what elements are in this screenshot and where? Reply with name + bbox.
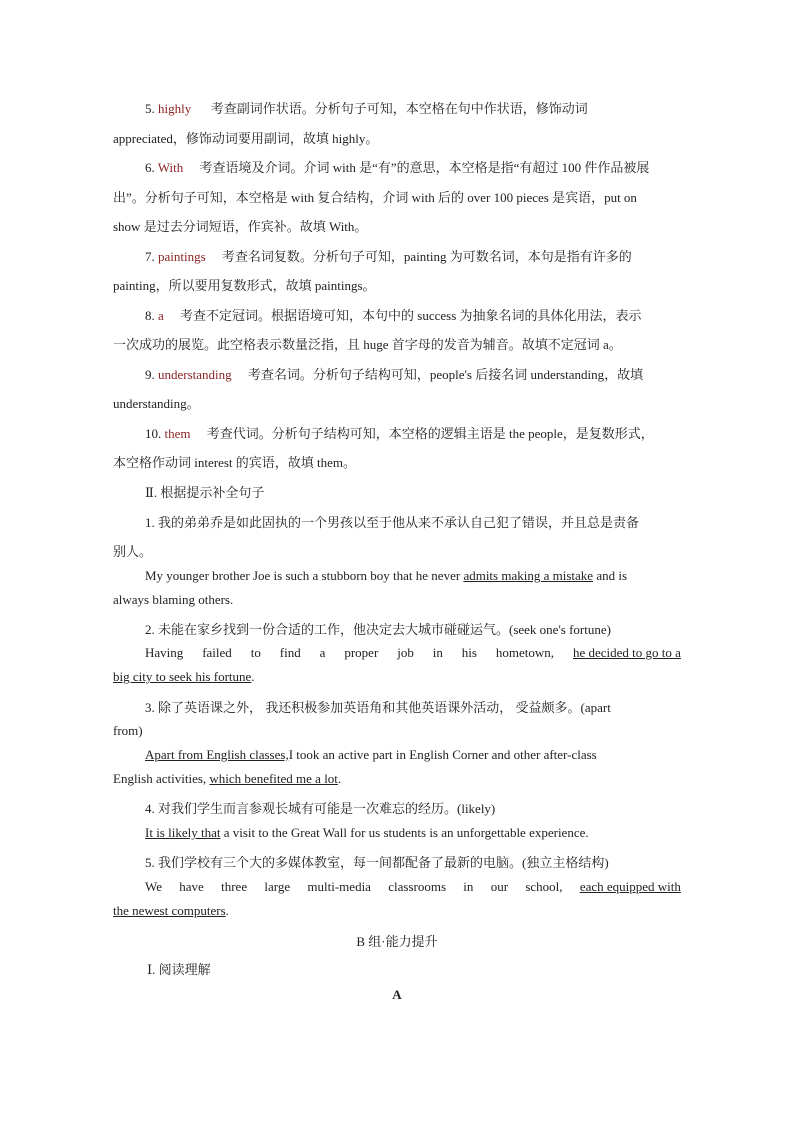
word: failed: [202, 645, 232, 660]
question-3-english: [113, 747, 681, 763]
word: have: [179, 879, 204, 894]
filled-answer: admits making a mistake: [463, 568, 594, 583]
explanation-cont: show 是过去分词短语，作宾补。故填 With。: [113, 219, 368, 234]
word: three: [221, 879, 248, 894]
question-5-english: [113, 879, 681, 895]
item-number: 10.: [145, 426, 162, 441]
item-number: 7.: [145, 249, 155, 264]
sentence-text: My younger brother Joe is such a stubborn boy that he never: [145, 568, 464, 583]
sentence-text: I took an active part in English Corner and other after-class: [288, 747, 597, 762]
word: proper: [344, 645, 379, 660]
explanation-cont: painting，所以要用复数形式，故填 paintings。: [113, 278, 376, 293]
explanation-cont: understanding。: [113, 396, 200, 411]
question-1-chinese: 1. 我的弟弟乔是如此固执的一个男孩以至于他从来不承认自己犯了错误，并且总是责备: [145, 515, 640, 530]
explanation-cont: 本空格作动词 interest 的宾语，故填 them。: [113, 455, 357, 470]
word: Having: [145, 645, 184, 660]
question-3-chinese: 3. 除了英语课之外， 我还积极参加英语角和其他英语课外活动， 受益颇多。(apart: [145, 700, 611, 715]
answer-word: paintings: [158, 249, 206, 264]
word: his: [461, 645, 477, 660]
word: multi-media: [307, 879, 371, 894]
explanation: 考查副词作状语。分析句子可知，本空格在句中作状语，修饰动词: [210, 101, 588, 116]
word: in: [463, 879, 474, 894]
word: find: [279, 645, 301, 660]
explanation: 考查不定冠词。根据语境可知，本句中的 success 为抽象名词的具体化用法，表示: [180, 308, 642, 323]
item-number: 9.: [145, 367, 155, 382]
sentence-text: a visit to the Great Wall for us students is an unforgettable experience.: [220, 825, 589, 840]
filled-answer: Apart from English classes,: [145, 747, 289, 762]
sentence-text: .: [251, 669, 255, 684]
explanation: 考查语境及介词。介词 with 是“有”的意思，本空格是指“有超过 100 件作品被展: [199, 160, 650, 175]
word: a: [319, 645, 326, 660]
question-1-english-cont: always blaming others.: [113, 592, 234, 607]
explanation: 考查代词。分析句子结构可知，本空格的逻辑主语是 the people，是复数形式，: [206, 426, 654, 441]
sentence-text: English activities,: [113, 771, 210, 786]
answer-item-10: [113, 423, 681, 442]
answer-word: a: [158, 308, 164, 323]
question-2-english-cont: [113, 669, 681, 685]
passage-label: A: [392, 987, 402, 1002]
item-number: 5.: [145, 101, 155, 116]
explanation-cont: 一次成功的展览。此空格表示数量泛指，且 huge 首字母的发音为辅音。故填不定冠词 a。: [113, 337, 622, 352]
filled-answer: It is likely that: [145, 825, 221, 840]
answer-word: understanding: [158, 367, 232, 382]
explanation: 考查名词复数。分析句子可知，painting 为可数名词，本句是指有许多的: [221, 249, 632, 264]
answer-item-8: [113, 305, 681, 324]
word: job: [397, 645, 414, 660]
question-2-english: [113, 645, 681, 661]
answer-item-7: [113, 246, 681, 265]
question-3-chinese-cont: from): [113, 723, 143, 738]
explanation-cont: appreciated，修饰动词要用副词，故填 highly。: [113, 131, 379, 146]
question-4-chinese: 4. 对我们学生而言参观长城有可能是一次难忘的经历。(likely): [145, 801, 496, 816]
word: hometown,: [495, 645, 555, 660]
question-5-english-cont: [113, 903, 681, 919]
word: large: [264, 879, 291, 894]
word: in: [432, 645, 443, 660]
answer-item-9: [113, 364, 681, 383]
filled-answer: each equipped with: [579, 879, 681, 894]
answer-word: With: [157, 160, 184, 175]
item-number: 8.: [145, 308, 155, 323]
question-1-chinese-cont: 别人。: [113, 544, 153, 559]
section-heading: Ⅰ. 阅读理解: [147, 962, 211, 977]
question-1-english: [113, 568, 681, 584]
sentence-text: .: [337, 771, 342, 786]
answer-item-5: [113, 98, 681, 117]
filled-answer: the newest computers: [113, 903, 226, 918]
word: our: [490, 879, 509, 894]
explanation: 考查名词。分析句子结构可知，people's 后接名词 understanding，故填: [247, 367, 644, 382]
filled-answer: which benefited me a lot: [209, 771, 338, 786]
filled-answer: he decided to go to a: [572, 645, 681, 660]
word: classrooms: [388, 879, 447, 894]
explanation-cont: 出”。分析句子可知，本空格是 with 复合结构，介词 with 后的 over 100 pieces 是宾语，put on: [113, 190, 637, 205]
answer-word: them: [164, 426, 191, 441]
word: to: [250, 645, 261, 660]
word: school,: [525, 879, 563, 894]
word: We: [145, 879, 162, 894]
sentence-text: and is: [593, 568, 628, 583]
question-4-english: [113, 825, 681, 841]
group-heading: B 组·能力提升: [356, 934, 438, 949]
item-number: 6.: [145, 160, 155, 175]
filled-answer: big city to seek his fortune: [113, 669, 252, 684]
question-5-chinese: 5. 我们学校有三个大的多媒体教室，每一间都配备了最新的电脑。(独立主格结构): [145, 855, 609, 870]
sentence-text: .: [225, 903, 229, 918]
answer-item-6: [113, 157, 681, 176]
answer-word: highly: [158, 101, 192, 116]
section-heading: Ⅱ. 根据提示补全句子: [145, 485, 265, 500]
question-2-chinese: 2. 未能在家乡找到一份合适的工作，他决定去大城市碰碰运气。(seek one's fortune): [145, 622, 611, 637]
question-3-english-cont: [113, 771, 681, 787]
